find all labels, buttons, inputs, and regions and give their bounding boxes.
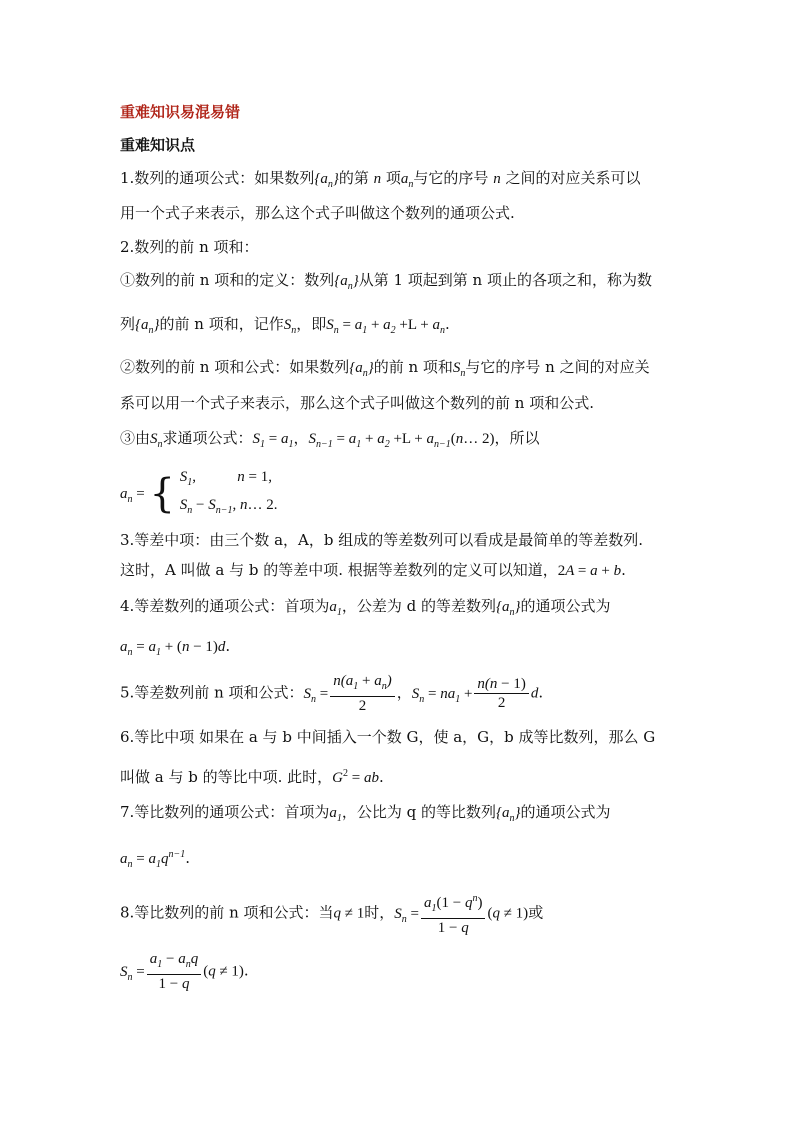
formula: $S_n$ xyxy=(150,431,163,450)
formula: $\{a_n\}$ xyxy=(495,805,521,824)
item-3-line-1: 3.等差中项：由三个数 a，A，b 组成的等差数列可以看成是最简单的等差数列. xyxy=(120,531,643,549)
item-3-line-2: 这时，A 叫做 a 与 b 的等差中项. 根据等差数列的定义可以知道，2A = a + b. xyxy=(120,561,626,579)
item-6-line-1: 6.等比中项 如果在 a 与 b 中间插入一个数 G，使 a，G，b 成等比数列，那么 G xyxy=(120,728,656,746)
formula: $a_1$ xyxy=(329,805,342,824)
item-2b-line-2: 系可以用一个式子来表示，那么这个式子叫做这个数列的前 n 项和公式. xyxy=(120,394,594,412)
item-2-heading: 2.数列的前 n 项和： xyxy=(120,238,259,256)
formula: $\{a_n\}$ xyxy=(495,599,521,618)
formula: $S_n$ xyxy=(283,317,297,336)
item-2b-line-1: ②数列的前 n 项和公式：如果数列$\{a_n\}$的前 n 项和$S_n$与它的序号 n 之间的对应关 xyxy=(120,358,650,379)
item-2c-line-1: ③由$S_n$求通项公式：$S_1 = a_1$，$S_{n-1} = a_1 + a_2 +L$ + $a_{n-1}(n\dots$ 2)，所以 xyxy=(120,429,540,450)
item-8-formula-2: $S_n$ = $\frac{a_1 - a_nq}{1 - q}$ (q ≠ 1). xyxy=(120,951,249,992)
item-2a-line-2: 列$\{a_n\}$的前 n 项和，记作$S_n$，即$S_n = a_1 + a_2 +L + a_n$. xyxy=(120,315,450,336)
formula: 2A = a + b xyxy=(557,563,622,579)
item-7-formula: $a_n = a_1q^{n-1}$. xyxy=(120,849,190,870)
piecewise-formula: $a_n$ = { $S_1$, n = 1, $S_n - S_{n-1}$, n… 2. xyxy=(120,469,278,517)
formula: $S_n = a_1 + a_2 +L + a_n$ xyxy=(326,317,445,336)
item-6-line-2: 叫做 a 与 b 的等比中项. 此时，$G^2$ = ab. xyxy=(120,768,384,786)
item-1-line-1: 1.数列的通项公式：如果数列$\{a_n\}$的第 n 项$a_n$与它的序号 n 之间的对应关系可以 xyxy=(120,169,641,190)
item-5-line: 5.等差数列前 n 项和公式：$S_n$ = $\frac{n(a_1 + a_n)}{2}$ ，$S_n = na_1$ + $\frac{n(n - 1)}{2}$ d. xyxy=(120,673,544,714)
formula: $S_1 = a_1$，$S_{n-1} = a_1 + a_2 +L$ + $a_{n-1}(n\dots$ 2) xyxy=(252,431,495,450)
formula: $\{a_n\}$ xyxy=(314,171,339,190)
formula: $\{a_n\}$ xyxy=(349,360,374,379)
item-8-line: 8.等比数列的前 n 项和公式：当q ≠ 1时，$S_n$ = $\frac{a_1(1 - q^n)}{1 - q}$ (q ≠ 1)或 xyxy=(120,890,543,932)
formula: $\{a_n\}$ xyxy=(334,273,359,292)
section-heading: 重难知识点 xyxy=(120,136,196,154)
item-4-formula: $a_n = a_1 + (n - 1)d$. xyxy=(120,637,231,658)
item-2a-line-1: ①数列的前 n 项和的定义：数列$\{a_n\}$从第 1 项起到第 n 项止的各项之和，称为数 xyxy=(120,271,652,292)
formula: $a_1$ xyxy=(329,599,342,618)
formula: $a_n$ xyxy=(400,171,414,190)
formula: $\{a_n\}$ xyxy=(135,317,160,336)
item-4-line-1: 4.等差数列的通项公式：首项为$a_1$，公差为 d 的等差数列$\{a_n\}$的通项公式为 xyxy=(120,597,611,618)
page-title: 重难知识易混易错 xyxy=(120,103,241,121)
formula: $G^2$ = ab xyxy=(332,768,379,786)
item-7-line-1: 7.等比数列的通项公式：首项为$a_1$，公比为 q 的等比数列$\{a_n\}$的通项公式为 xyxy=(120,803,611,824)
item-1-line-2: 用一个式子来表示，那么这个式子叫做这个数列的通项公式. xyxy=(120,204,515,222)
formula: $S_n$ xyxy=(452,360,466,379)
